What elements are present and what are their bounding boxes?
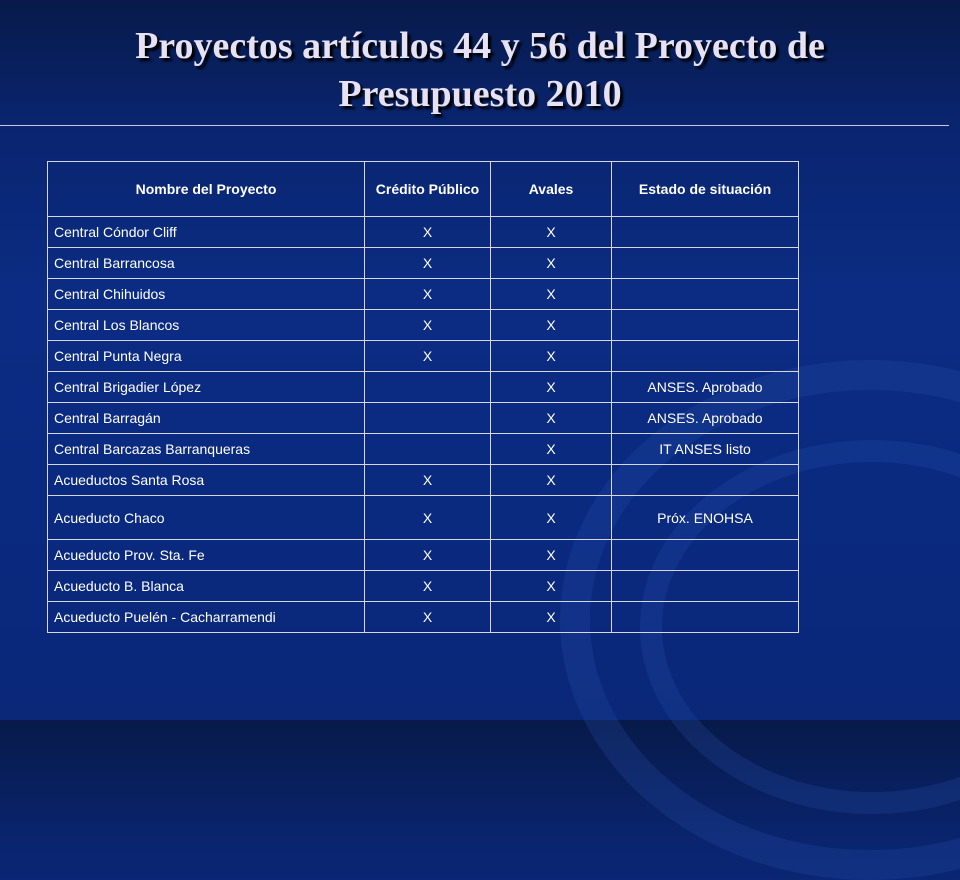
cell-project-name: Acueductos Santa Rosa: [48, 465, 365, 496]
cell-avales: X: [491, 248, 612, 279]
projects-table: [47, 161, 799, 633]
cell-project-name: Acueducto Puelén - Cacharramendi: [48, 602, 365, 633]
cell-estado: ANSES. Aprobado: [612, 403, 799, 434]
cell-avales: X: [491, 602, 612, 633]
table-header-row: [48, 162, 799, 217]
table-row: [48, 372, 799, 403]
cell-project-name: Central Barrancosa: [48, 248, 365, 279]
cell-avales: X: [491, 279, 612, 310]
page-title: [0, 22, 960, 118]
cell-avales: X: [491, 496, 612, 540]
cell-credito-publico: X: [365, 496, 491, 540]
cell-credito-publico: X: [365, 217, 491, 248]
cell-estado: ANSES. Aprobado: [612, 372, 799, 403]
cell-avales: X: [491, 217, 612, 248]
cell-avales: X: [491, 372, 612, 403]
cell-credito-publico: X: [365, 341, 491, 372]
table-row: [48, 496, 799, 540]
header-project-name: Nombre del Proyecto: [48, 162, 365, 217]
cell-project-name: Central Cóndor Cliff: [48, 217, 365, 248]
table-row: [48, 571, 799, 602]
cell-estado: IT ANSES listo: [612, 434, 799, 465]
table-row: [48, 279, 799, 310]
cell-credito-publico: X: [365, 571, 491, 602]
cell-credito-publico: [365, 403, 491, 434]
cell-estado: [612, 310, 799, 341]
cell-avales: X: [491, 571, 612, 602]
cell-project-name: Central Barcazas Barranqueras: [48, 434, 365, 465]
cell-avales: X: [491, 310, 612, 341]
cell-avales: X: [491, 465, 612, 496]
cell-estado: [612, 217, 799, 248]
cell-estado: [612, 279, 799, 310]
table-row: [48, 434, 799, 465]
table-row: [48, 341, 799, 372]
table-row: [48, 540, 799, 571]
cell-estado: [612, 571, 799, 602]
header-estado: Estado de situación: [612, 162, 799, 217]
table-row: [48, 465, 799, 496]
table-row: [48, 248, 799, 279]
header-credito-publico: Crédito Público: [365, 162, 491, 217]
cell-estado: [612, 602, 799, 633]
cell-project-name: Central Los Blancos: [48, 310, 365, 341]
table-row: [48, 403, 799, 434]
cell-avales: X: [491, 540, 612, 571]
title-line-2: Presupuesto 2010: [338, 73, 622, 115]
cell-estado: [612, 465, 799, 496]
table-row: [48, 310, 799, 341]
cell-credito-publico: X: [365, 602, 491, 633]
table-row: [48, 217, 799, 248]
cell-project-name: Central Brigadier López: [48, 372, 365, 403]
cell-project-name: Acueducto B. Blanca: [48, 571, 365, 602]
cell-project-name: Acueducto Chaco: [48, 496, 365, 540]
cell-estado: [612, 248, 799, 279]
cell-project-name: Acueducto Prov. Sta. Fe: [48, 540, 365, 571]
cell-project-name: Central Punta Negra: [48, 341, 365, 372]
cell-estado: [612, 341, 799, 372]
title-divider: [0, 125, 949, 126]
cell-credito-publico: X: [365, 248, 491, 279]
cell-project-name: Central Barragán: [48, 403, 365, 434]
title-line-1: Proyectos artículos 44 y 56 del Proyecto de: [135, 25, 825, 67]
cell-credito-publico: X: [365, 279, 491, 310]
cell-credito-publico: X: [365, 310, 491, 341]
cell-credito-publico: [365, 372, 491, 403]
cell-credito-publico: X: [365, 465, 491, 496]
cell-avales: X: [491, 403, 612, 434]
cell-avales: X: [491, 434, 612, 465]
cell-project-name: Central Chihuidos: [48, 279, 365, 310]
cell-credito-publico: X: [365, 540, 491, 571]
cell-credito-publico: [365, 434, 491, 465]
cell-estado: Próx. ENOHSA: [612, 496, 799, 540]
header-avales: Avales: [491, 162, 612, 217]
cell-avales: X: [491, 341, 612, 372]
table-row: [48, 602, 799, 633]
cell-estado: [612, 540, 799, 571]
